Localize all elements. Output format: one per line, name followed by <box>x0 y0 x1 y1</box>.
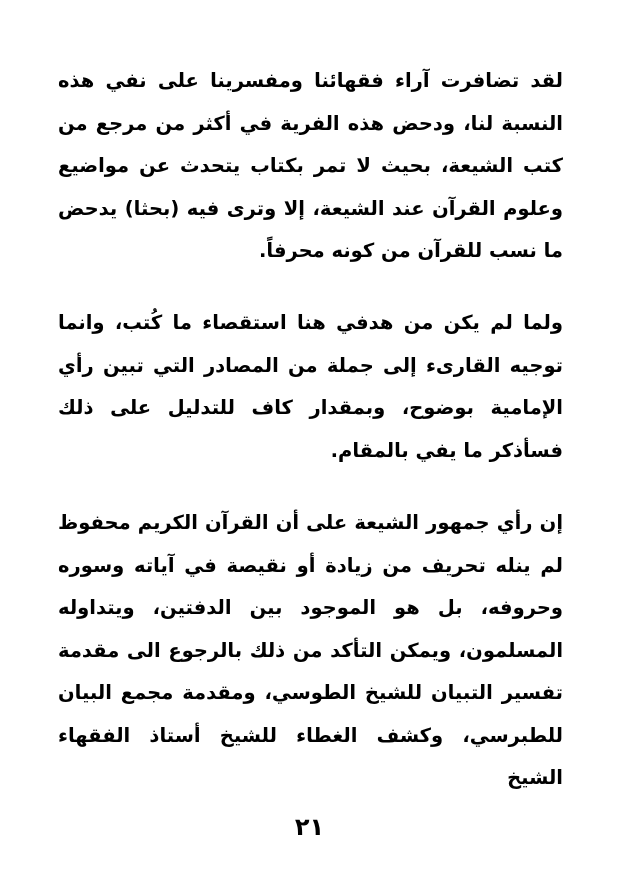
paragraph-2: ولما لم يكن من هدفي هنا استقصاء ما كُتب، وانما توجيه القارىء إلى جملة من المصادر التي تبين رأي الإمامية بوضوح، وبمقدار كاف للتدليل على ذلك فسأذكر ما يفي بالمقام. <box>58 311 563 462</box>
page-number: ٢١ <box>294 813 325 841</box>
paragraph-1: لقد تضافرت آراء فقهائنا ومفسرينا على نفي هذه النسبة لنا، ودحض هذه الفرية في أكثر من مرجع من كتب الشيعة، بحيث لا تمر بكتاب يتحدث عن مواضيع وعلوم القرآن عند الشيعة، إلا وترى فيه (بحثا) يدحض ما نسب للقرآن من كونه محرفاً. <box>58 69 563 262</box>
paragraph-3: إن رأي جمهور الشيعة على أن القرآن الكريم محفوظ لم ينله تحريف من زيادة أو نقيصة في آياته وسوره وحروفه، بل هو الموجود بين الدفتين، ويتداوله المسلمون، ويمكن التأكد من ذلك بالرجوع الى مقدمة تفسير التبيان للشيخ الطوسي، ومقدمة مجمع البيان للطبرسي، وكشف الغطاء للشيخ أستاذ الفقهاء الشيخ <box>58 511 563 789</box>
